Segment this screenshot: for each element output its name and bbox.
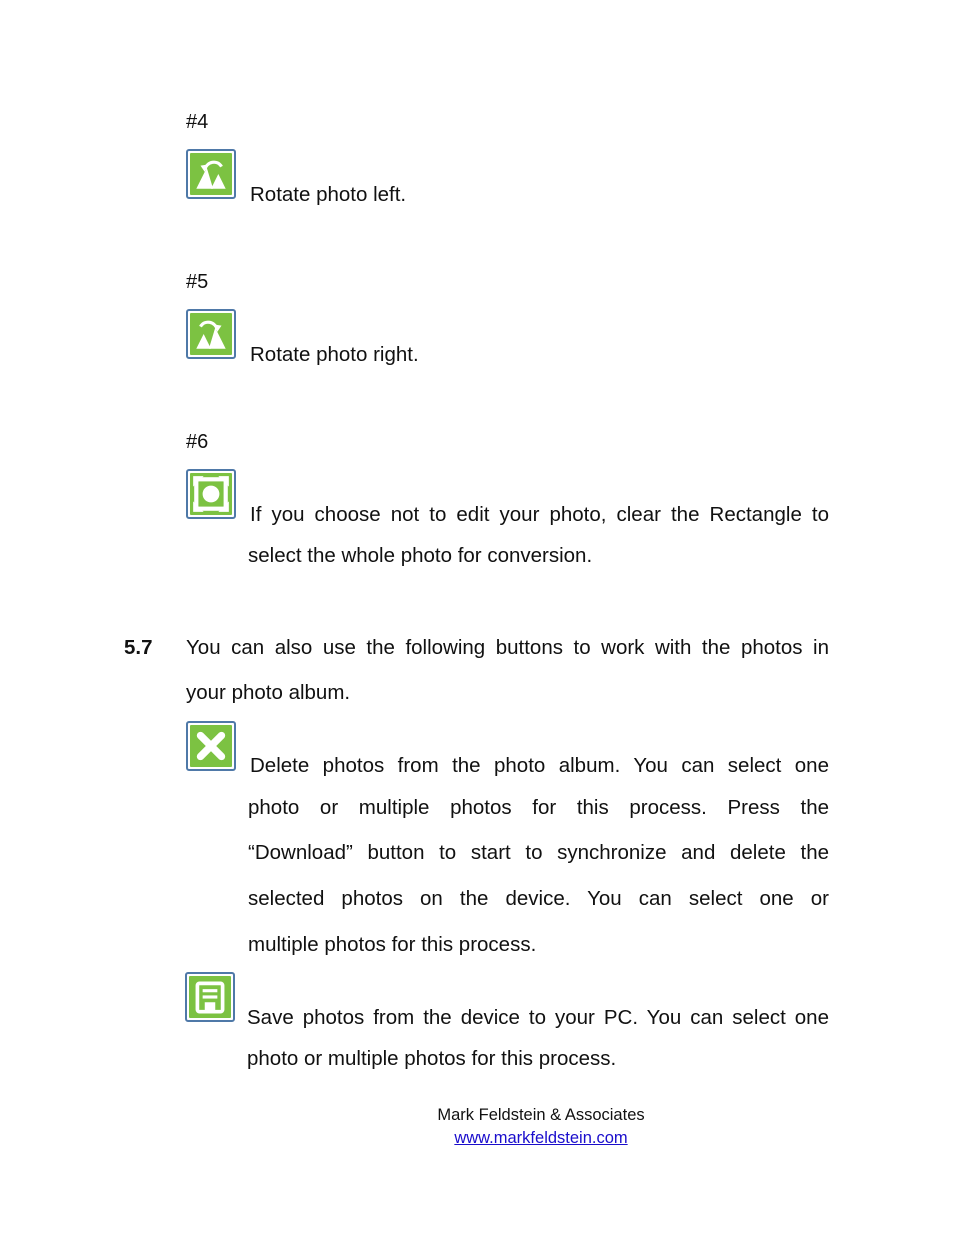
save-icon: [185, 972, 235, 1022]
clear-rectangle-description-line-2: select the whole photo for conversion.: [248, 544, 593, 567]
section-text-line-1: You can also use the following buttons to work with the photos in: [186, 636, 829, 659]
save-description-line-1: Save photos from the device to your PC. You can select one: [247, 1006, 829, 1029]
rotate-left-icon: [186, 149, 236, 199]
rotate-right-description: Rotate photo right.: [250, 343, 419, 366]
delete-description-line-3: “Download” button to start to synchronize and delete the: [248, 841, 829, 864]
footer-website-link[interactable]: www.markfeldstein.com: [454, 1129, 628, 1147]
clear-rectangle-icon: [186, 469, 236, 519]
delete-icon: [186, 721, 236, 771]
section-text-line-2: your photo album.: [186, 681, 351, 704]
section-number: 5.7: [124, 636, 153, 659]
rotate-left-description: Rotate photo left.: [250, 183, 407, 206]
delete-description-line-2: photo or multiple photos for this process. Press the: [248, 796, 829, 819]
clear-rectangle-description-line-1: If you choose not to edit your photo, clear the Rectangle to: [250, 503, 829, 526]
footer-company: Mark Feldstein & Associates: [437, 1106, 645, 1124]
item-number-6: #6: [186, 431, 209, 453]
footer-website-wrapper: [391, 1127, 691, 1149]
delete-description-line-4: selected photos on the device. You can select one or: [248, 887, 829, 910]
rotate-right-icon: [186, 309, 236, 359]
delete-description-line-1: Delete photos from the photo album. You can select one: [250, 754, 829, 777]
item-number-4: #4: [186, 111, 209, 133]
save-description-line-2: photo or multiple photos for this process.: [247, 1047, 617, 1070]
delete-description-line-5: multiple photos for this process.: [248, 933, 537, 956]
item-number-5: #5: [186, 271, 209, 293]
